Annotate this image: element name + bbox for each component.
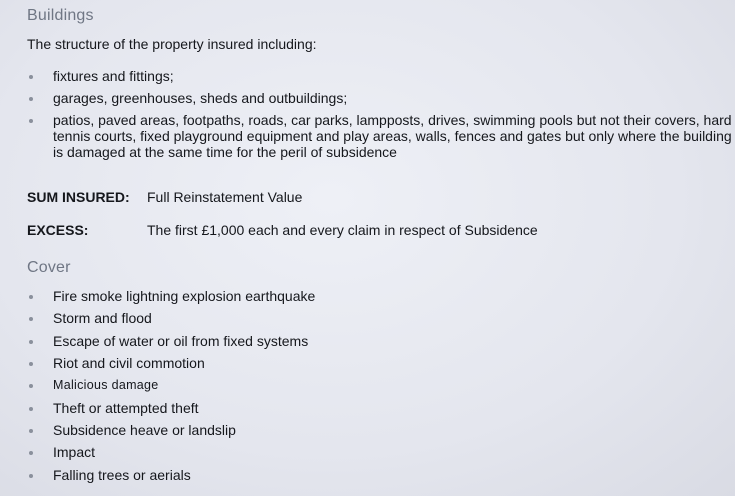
list-item: Impact xyxy=(27,444,315,461)
list-item: Storm and flood xyxy=(27,310,315,327)
list-item: Riot and civil commotion xyxy=(27,355,315,372)
excess-value: The first £1,000 each and every claim in respect of Subsidence xyxy=(147,222,538,238)
buildings-heading: Buildings xyxy=(27,7,94,24)
buildings-list xyxy=(27,68,733,166)
cover-heading: Cover xyxy=(27,259,71,276)
list-item: Theft or attempted theft xyxy=(27,400,315,417)
sum-insured-label: SUM INSURED: xyxy=(27,189,130,205)
list-item: Escape of water or oil from fixed systems xyxy=(27,333,315,350)
cover-list xyxy=(27,288,315,489)
excess-label: EXCESS: xyxy=(27,222,89,238)
list-item: patios, paved areas, footpaths, roads, car parks, lampposts, drives, swimming pools but not their covers, hard tennis courts, fixed playground equipment and play areas, walls, fences and gates but only where the building is damaged at the same time for the peril of subsidence xyxy=(27,112,733,160)
list-item: fixtures and fittings; xyxy=(27,68,733,84)
sum-insured-value: Full Reinstatement Value xyxy=(147,189,303,205)
buildings-intro: The structure of the property insured including: xyxy=(27,36,317,52)
list-item: Falling trees or aerials xyxy=(27,467,315,484)
list-item: Malicious damage xyxy=(27,377,315,394)
sum-insured-row xyxy=(27,189,303,205)
list-item: garages, greenhouses, sheds and outbuildings; xyxy=(27,90,733,106)
excess-row xyxy=(27,222,538,238)
list-item: Fire smoke lightning explosion earthquake xyxy=(27,288,315,305)
list-item: Subsidence heave or landslip xyxy=(27,422,315,439)
